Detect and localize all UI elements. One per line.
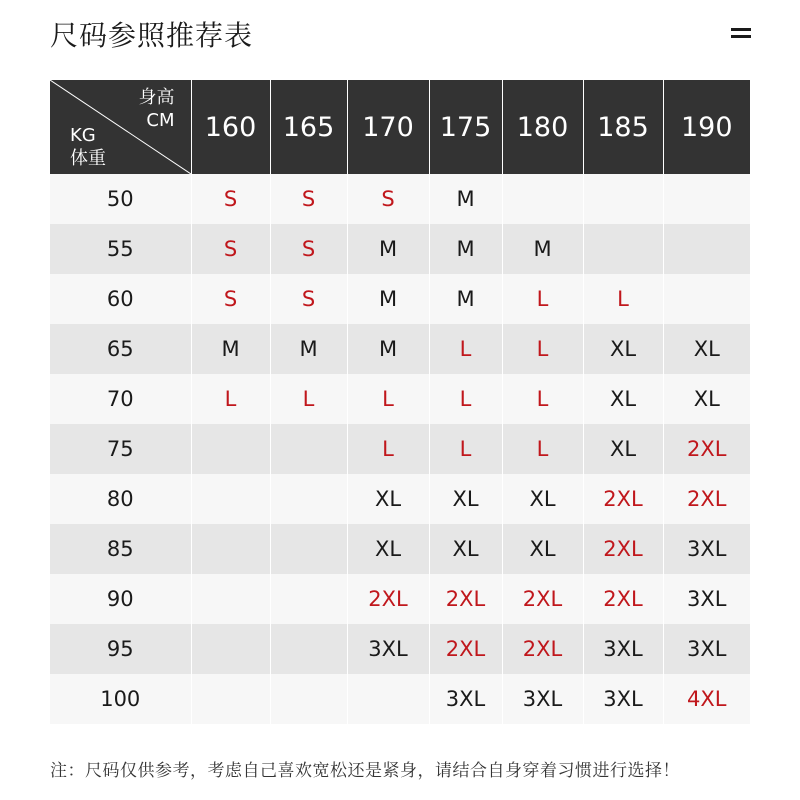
size-cell: XL xyxy=(583,374,663,424)
page-title: 尺码参照推荐表 xyxy=(50,19,254,52)
table-row xyxy=(50,324,750,374)
size-cell: 2XL xyxy=(663,474,750,524)
size-cell: 2XL xyxy=(429,574,502,624)
table-row xyxy=(50,274,750,324)
size-cell: XL xyxy=(502,474,583,524)
size-chart-table xyxy=(50,80,750,724)
size-cell xyxy=(663,224,750,274)
size-cell: M xyxy=(347,224,429,274)
table-row xyxy=(50,424,750,474)
size-cell: XL xyxy=(347,524,429,574)
size-cell: 2XL xyxy=(583,524,663,574)
size-cell: L xyxy=(502,424,583,474)
hamburger-icon[interactable] xyxy=(731,26,751,40)
size-cell xyxy=(270,474,347,524)
size-cell: 3XL xyxy=(583,624,663,674)
size-cell: S xyxy=(191,174,270,224)
weight-label: 体重 xyxy=(70,148,106,169)
size-cell xyxy=(583,174,663,224)
corner-header-cell xyxy=(50,80,191,174)
size-cell: M xyxy=(502,224,583,274)
size-cell: XL xyxy=(429,474,502,524)
weight-cell: 75 xyxy=(50,424,191,474)
size-cell: M xyxy=(429,224,502,274)
size-cell: L xyxy=(429,324,502,374)
table-row xyxy=(50,674,750,724)
height-header: 175 xyxy=(429,80,502,174)
size-cell: 2XL xyxy=(347,574,429,624)
weight-cell: 70 xyxy=(50,374,191,424)
size-cell: 2XL xyxy=(663,424,750,474)
size-cell xyxy=(191,624,270,674)
height-axis-label xyxy=(139,86,175,132)
size-cell: M xyxy=(270,324,347,374)
size-cell xyxy=(191,474,270,524)
size-cell xyxy=(663,274,750,324)
size-cell: L xyxy=(270,374,347,424)
size-cell: L xyxy=(347,374,429,424)
size-cell: 2XL xyxy=(502,624,583,674)
size-cell: XL xyxy=(663,324,750,374)
table-row xyxy=(50,174,750,224)
weight-cell: 100 xyxy=(50,674,191,724)
size-cell: L xyxy=(583,274,663,324)
size-cell xyxy=(270,624,347,674)
size-cell xyxy=(270,524,347,574)
size-cell: L xyxy=(429,374,502,424)
weight-cell: 65 xyxy=(50,324,191,374)
weight-cell: 95 xyxy=(50,624,191,674)
height-header: 170 xyxy=(347,80,429,174)
weight-cell: 80 xyxy=(50,474,191,524)
size-cell: L xyxy=(502,324,583,374)
header-row xyxy=(50,80,750,174)
size-cell: M xyxy=(429,274,502,324)
weight-cell: 50 xyxy=(50,174,191,224)
size-cell: M xyxy=(429,174,502,224)
table-row xyxy=(50,524,750,574)
height-header: 180 xyxy=(502,80,583,174)
table-row xyxy=(50,624,750,674)
size-cell: S xyxy=(270,174,347,224)
size-cell: 2XL xyxy=(583,474,663,524)
weight-unit: KG xyxy=(70,125,96,146)
size-cell: 3XL xyxy=(663,524,750,574)
size-cell xyxy=(663,174,750,224)
size-cell xyxy=(502,174,583,224)
size-cell xyxy=(191,674,270,724)
height-unit: CM xyxy=(146,110,175,131)
weight-cell: 55 xyxy=(50,224,191,274)
size-cell: XL xyxy=(583,424,663,474)
size-cell: L xyxy=(502,274,583,324)
size-cell xyxy=(347,674,429,724)
size-cell xyxy=(270,424,347,474)
size-cell xyxy=(270,574,347,624)
size-cell: S xyxy=(191,224,270,274)
height-header: 190 xyxy=(663,80,750,174)
footnote: 注：尺码仅供参考，考虑自己喜欢宽松还是紧身，请结合自身穿着习惯进行选择！ xyxy=(50,761,680,781)
table-row xyxy=(50,574,750,624)
size-cell xyxy=(191,424,270,474)
size-cell: L xyxy=(429,424,502,474)
table-row xyxy=(50,224,750,274)
menu-line xyxy=(731,28,751,31)
table-row xyxy=(50,474,750,524)
height-header: 185 xyxy=(583,80,663,174)
size-cell: L xyxy=(347,424,429,474)
height-header: 160 xyxy=(191,80,270,174)
weight-cell: 60 xyxy=(50,274,191,324)
size-cell: L xyxy=(191,374,270,424)
size-cell: XL xyxy=(347,474,429,524)
size-cell: M xyxy=(347,274,429,324)
table-row xyxy=(50,374,750,424)
size-cell: XL xyxy=(583,324,663,374)
size-cell: S xyxy=(270,274,347,324)
height-label: 身高 xyxy=(138,87,175,108)
size-cell: 3XL xyxy=(663,574,750,624)
size-cell: 3XL xyxy=(502,674,583,724)
size-cell: XL xyxy=(502,524,583,574)
size-cell: S xyxy=(347,174,429,224)
size-cell xyxy=(583,224,663,274)
size-cell: 3XL xyxy=(663,624,750,674)
size-cell: 2XL xyxy=(429,624,502,674)
size-cell: XL xyxy=(663,374,750,424)
size-cell: S xyxy=(191,274,270,324)
weight-cell: 90 xyxy=(50,574,191,624)
size-cell: 3XL xyxy=(429,674,502,724)
size-cell: L xyxy=(502,374,583,424)
size-cell xyxy=(191,524,270,574)
size-cell: M xyxy=(191,324,270,374)
size-cell xyxy=(191,574,270,624)
size-cell: 4XL xyxy=(663,674,750,724)
size-cell: 3XL xyxy=(583,674,663,724)
size-cell: 2XL xyxy=(583,574,663,624)
size-cell: 3XL xyxy=(347,624,429,674)
height-header: 165 xyxy=(270,80,347,174)
size-cell: S xyxy=(270,224,347,274)
size-cell xyxy=(270,674,347,724)
size-cell: XL xyxy=(429,524,502,574)
weight-cell: 85 xyxy=(50,524,191,574)
size-cell: 2XL xyxy=(502,574,583,624)
size-cell: M xyxy=(347,324,429,374)
weight-axis-label xyxy=(70,124,106,170)
menu-line xyxy=(731,35,751,38)
